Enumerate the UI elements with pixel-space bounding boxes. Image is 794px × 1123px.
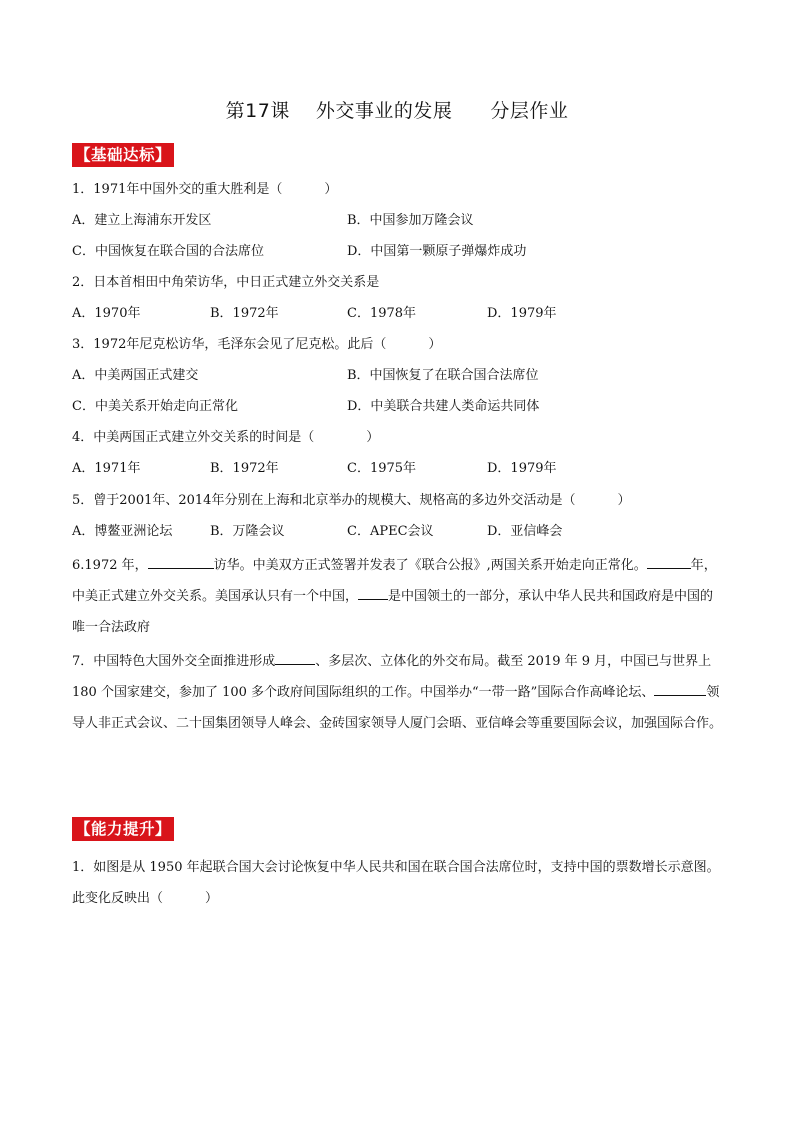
q6-blank-1[interactable]: [148, 554, 214, 569]
basic-q2-option-c: C．1978年: [347, 306, 417, 321]
basic-q5-option-a: A．博鳌亚洲论坛: [72, 524, 173, 539]
basic-q5-option-b: B．万隆会议: [210, 524, 285, 539]
basic-q4-option-b: B．1972年: [210, 461, 279, 476]
lesson-number: 第17课: [225, 100, 290, 122]
basic-q1-option-d: D．中国第一颗原子弹爆炸成功: [347, 244, 527, 259]
basic-q1-stem: 1．1971年中国外交的重大胜利是（ ）: [72, 182, 338, 197]
basic-q6-fill-in: 6.1972 年， 访华。中美双方正式签署并发表了《联合公报》,两国关系开始走向正常化。 年，中美正式建立外交关系。美国承认只有一个中国， 是中国领土的一部分，承认中华人民共和国政府是中国的唯一合法政府: [72, 550, 726, 643]
basic-q3-option-c: C．中美关系开始走向正常化: [72, 399, 238, 414]
basic-q2-option-a: A．1970年: [72, 306, 141, 321]
page-title: [0, 96, 794, 123]
basic-q7-fill-in: 7．中国特色大国外交全面推进形成 、多层次、立体化的外交布局。截至 2019 年 9 月，中国已与世界上 180 个国家建交，参加了 100 多个政府间国际组织的工作。中国举办“一带一路”国际合作高峰论坛、 领导人非正式会议、二十国集团领导人峰会、金砖国家领导人厦门会晤、亚信峰会等重要国际会议，加强国际合作。: [72, 646, 726, 739]
basic-q3-option-d: D．中美联合共建人类命运共同体: [347, 399, 540, 414]
basic-q4-stem: 4．中美两国正式建立外交关系的时间是（ ）: [72, 430, 380, 445]
section-advanced-label: 【能力提升】: [72, 817, 174, 841]
q7-blank-2[interactable]: [654, 681, 706, 696]
basic-q1-option-b: B．中国参加万隆会议: [347, 213, 474, 228]
basic-q5-option-c: C．APEC会议: [347, 524, 434, 539]
basic-q1-option-a: A．建立上海浦东开发区: [72, 213, 212, 228]
basic-q4-option-d: D．1979年: [487, 461, 557, 476]
advanced-q1-stem: 1．如图是从 1950 年起联合国大会讨论恢复中华人民共和国在联合国合法席位时，支持中国的票数增长示意图。此变化反映出（ ）: [72, 860, 720, 906]
q6-blank-2[interactable]: [647, 554, 691, 569]
basic-q2-option-b: B．1972年: [210, 306, 279, 321]
basic-q4-option-a: A．1971年: [72, 461, 141, 476]
basic-q3-option-a: A．中美两国正式建交: [72, 368, 199, 383]
basic-q4-option-c: C．1975年: [347, 461, 417, 476]
section-basic-label: 【基础达标】: [72, 143, 174, 167]
assignment-type: 分层作业: [490, 100, 569, 122]
basic-q1-option-c: C．中国恢复在联合国的合法席位: [72, 244, 264, 259]
basic-q3-option-b: B．中国恢复了在联合国合法席位: [347, 368, 539, 383]
basic-q5-option-d: D．亚信峰会: [487, 524, 563, 539]
q7-blank-1[interactable]: [275, 650, 315, 665]
basic-q2-stem: 2．日本首相田中角荣访华，中日正式建立外交关系是: [72, 275, 380, 290]
basic-q5-stem: 5．曾于2001年、2014年分别在上海和北京举办的规模大、规格高的多边外交活动是（ ）: [72, 493, 631, 508]
q6-blank-3[interactable]: [358, 585, 388, 600]
lesson-topic: 外交事业的发展: [315, 100, 453, 122]
basic-q3-stem: 3．1972年尼克松访华，毛泽东会见了尼克松。此后（ ）: [72, 337, 442, 352]
basic-q2-option-d: D．1979年: [487, 306, 557, 321]
